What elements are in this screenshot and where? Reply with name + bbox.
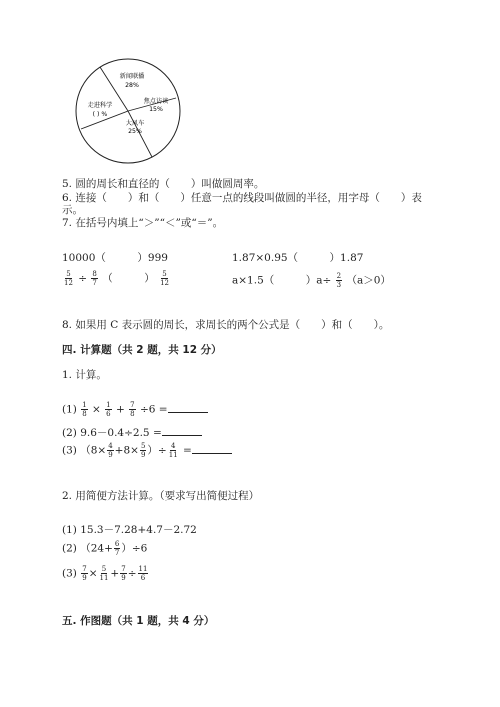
answer-blank [168, 403, 208, 413]
slice-label-kexue: 走进科学 [87, 102, 113, 109]
question-6-line1: 6. 连接（ ）和（ ）任意一点的线段叫做圆的半径，用字母（ ）表 [62, 192, 422, 204]
slice-pct-kexue: ( ) % [92, 111, 108, 118]
answer-blank [162, 426, 202, 436]
calc2-title: 2. 用简便方法计算。（要求写出简便过程） [62, 490, 260, 502]
fraction: $\frac{5}{12}$ [160, 270, 169, 287]
pie-chart [72, 56, 184, 166]
section-5-heading: 五. 作图题（共 1 题，共 4 分） [62, 615, 215, 627]
calc1-item-2: (2) 9.6－0.4÷2.5 = [62, 425, 202, 440]
calc2-item-3: (3) $\frac{7}{9}$ × $\frac{5}{11}$ + $\frac{7}{9}$ ÷ $\frac{11}{6}$ [62, 565, 148, 582]
question-6-line2: 示。 [62, 204, 83, 216]
slice-label-xinwen: 新闻联播 [119, 73, 145, 80]
calc2-item-2: (2) （24+ $\frac{6}{7}$ ）÷6 [62, 540, 148, 557]
fraction: $\frac{2}{3}$ [336, 272, 342, 289]
compare-2a: $\frac{5}{12}$ ÷ $\frac{8}{7}$ （ ） $\frac{5}{12}$ [64, 270, 169, 287]
section-4-heading: 四. 计算题（共 2 题，共 12 分） [62, 344, 222, 356]
question-7: 7. 在括号内填上“＞”“＜”或“＝”。 [62, 217, 224, 229]
compare-1a: 10000（ ）999 [62, 252, 168, 264]
slice-pct-xinwen: 28% [125, 82, 139, 89]
calc1-title: 1. 计算。 [62, 369, 107, 381]
question-5: 5. 圆的周长和直径的（ ）叫做圆周率。 [62, 178, 265, 190]
slice-label-jiaodian: 焦点访谈 [143, 98, 169, 105]
fraction: $\frac{8}{7}$ [92, 270, 97, 287]
calc2-item-1: (1) 15.3－7.28+4.7－2.72 [62, 524, 197, 536]
compare-1b: 1.87×0.95（ ）1.87 [232, 252, 364, 264]
fraction: $\frac{5}{12}$ [64, 270, 73, 287]
calc1-item-3: (3) （8× $\frac{4}{9}$ +8× $\frac{5}{9}$ ）÷ $\frac{4}{11}$ = [62, 442, 232, 459]
calc1-item-1: (1) $\frac{1}{8}$ × $\frac{1}{6}$ + $\frac{7}{8}$ ÷6 = [62, 401, 208, 418]
compare-2b: a×1.5（ ）a÷ $\frac{2}{3}$ （a＞0） [232, 272, 391, 289]
question-8: 8. 如果用 C 表示圆的周长，求周长的两个公式是（ ）和（ ）。 [62, 319, 390, 331]
answer-blank [192, 444, 232, 454]
slice-pct-jiaodian: 15% [149, 106, 163, 113]
slice-label-dafengche: 大风车 [125, 120, 145, 127]
slice-pct-dafengche: 25% [128, 128, 142, 135]
